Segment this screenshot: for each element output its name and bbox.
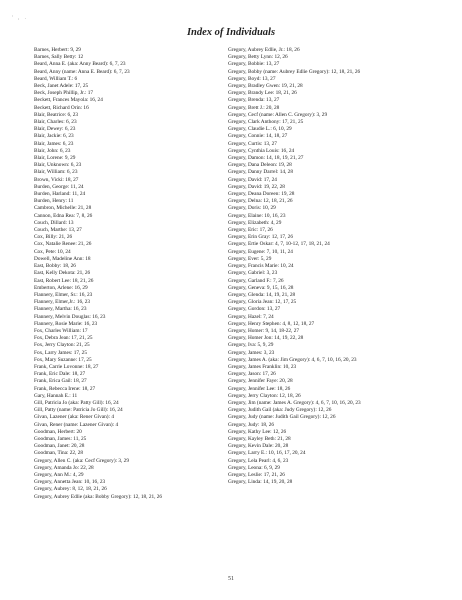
index-entry: East, Bobby: 18, 26 (34, 263, 76, 270)
index-entry: Fox, Charles William: 17 (34, 327, 88, 334)
index-entry: Gregory, Aubrey Edlie, Jr.: 18, 26 (228, 47, 300, 53)
index-entry: Gregory, James A. (aka: Jim Gregory): 4, 6, 7, 10, 16, 20, 23 (228, 356, 357, 363)
index-entry: Gregory, Aubrey: 8, 12, 18, 21, 26 (34, 486, 107, 493)
index-entry: Gregory, James Franklin: 10, 23 (228, 363, 297, 370)
index-entry: Gregory, Linda: 14, 19, 20, 28 (228, 479, 293, 486)
index-entry: Gregory, Elizabeth: 4, 29 (228, 219, 282, 226)
index-entry: Fox, Larry James: 17, 25 (34, 349, 87, 356)
index-entry: Blair, Charles: 6, 23 (34, 119, 77, 126)
index-entry: Gregory, Allen C. (aka: Cecf Gregory): 3, 29 (34, 457, 129, 464)
index-entry: Cox, Billy: 21, 26 (34, 234, 73, 241)
index-entry: Gregory, Homer Jon: 14, 19, 22, 28 (228, 335, 304, 342)
index-entry: Burden, George: 11, 24 (34, 183, 84, 190)
index-entry: Gregory, Ertie Oskar: 4, 7, 10-12, 17, 18, 21, 24 (228, 241, 330, 248)
index-entry: Gregory, Amanda Jo: 22, 28 (34, 464, 94, 471)
index-entry: Gregory, Cynthia Louis: 16, 24 (228, 147, 295, 154)
index-entry: Beard, Anna E. (aka: Anny Beard): 6, 7, 23 (34, 61, 126, 68)
index-entry: Gregory, Claudie L.: 6, 10, 29 (228, 126, 292, 133)
index-entry: Gregory, Homer: 9, 14, 18-22, 27 (228, 327, 300, 334)
index-entry: Gregory, Brett J.: 20, 28 (228, 104, 280, 111)
index-entry: Gregory, Glenda: 14, 19, 21, 28 (228, 291, 296, 298)
index-entry: Goodman, Herbert: 20 (34, 428, 82, 435)
index-entry: Gregory, Cecf (name: Allen C. Gregory): 3, 29 (228, 111, 328, 118)
index-entry: Frank, Erica Gail: 18, 27 (34, 378, 87, 385)
index-entry: Goodman, James: 11, 25 (34, 435, 87, 442)
index-entry: Givan, Rener (name: Lazener Givan): 4 (34, 421, 119, 428)
index-entry: Gregory, Brandy Lee: 18, 21, 26 (228, 90, 297, 97)
index-entry: Gregory, Lela Pearl: 4, 6, 23 (228, 457, 289, 464)
index-entry: Gary, Hannah E.: 11 (34, 392, 78, 399)
index-entry: Flannery, Martha: 16, 23 (34, 306, 87, 313)
index-entry: Gregory, David: 17, 24 (228, 176, 277, 183)
index-entry: Gregory, Doris: 10, 29 (228, 205, 276, 212)
index-entry: Flannery, Elmer, Sr.: 16, 23 (34, 291, 93, 298)
index-entry: Gregory, Damon: 14, 18, 19, 21, 27 (228, 155, 304, 162)
index-entry: Gregory, Kevin Dale: 20, 28 (228, 443, 289, 450)
index-entry: Burden, Henry: 11 (34, 198, 74, 205)
index-entry: Cox, Natalie Renee: 21, 26 (34, 241, 92, 248)
index-entry: Frank, Carrie Lovonne: 18, 27 (34, 363, 99, 370)
index-entry: Gregory, Jerry Clayton: 12, 18, 26 (228, 392, 301, 399)
index-entry: Blair, William: 6, 23 (34, 169, 78, 176)
index-entry: Blair, Jackie: 6, 23 (34, 133, 74, 140)
index-entry: Gregory, Bradley Gwen: 19, 21, 28 (228, 83, 303, 90)
index-entry: Gregory, Jason: 17, 26 (228, 371, 276, 378)
index-entry: Gregory, Leona: 6, 9, 29 (228, 464, 280, 471)
index-entry: Blair, Dewey: 6, 23 (34, 126, 76, 133)
index-entry: Gregory, Annetta Jean: 10, 16, 23 (34, 479, 106, 486)
index-entry: Gregory, Geneva: 9, 15, 16, 28 (228, 284, 294, 291)
index-entry: Beck, Janet Adele: 17, 25 (34, 83, 89, 90)
index-entry: Gregory, Deana Doreen: 19, 28 (228, 191, 295, 198)
index-entry: Gregory, Gloria Jean: 12, 17, 25 (228, 299, 297, 306)
index-entry: Gregory, Eugene: 7, 10, 11, 24 (228, 248, 293, 255)
index-entry: Gregory, Boyd: 13, 27 (228, 75, 276, 82)
index-entry: East, Kelly Dekota: 21, 26 (34, 270, 91, 277)
index-entry: Barnes, Sally Betty: 12 (34, 54, 84, 61)
index-entry: Gregory, Hazel: 7, 24 (228, 313, 274, 320)
index-entry: Fox, Jerry Clayton: 21, 25 (34, 342, 90, 349)
index-entry: Emberton, Arlene: 16, 29 (34, 284, 88, 291)
index-entry: Blair, Beatrice: 6, 23 (34, 111, 79, 118)
index-column-right (228, 47, 442, 486)
index-entry: Blair, Unknown: 6, 23 (34, 162, 82, 169)
index-entry: Flannery, Elmer,Jr.: 16, 23 (34, 299, 91, 306)
index-entry: Cannon, Edna Rea: 7, 8, 26 (34, 212, 93, 219)
index-entry: Goodman, Tina: 22, 28 (34, 450, 84, 457)
index-entry: Gregory, Erin Gray: 12, 17, 26 (228, 234, 293, 241)
index-entry: Gregory, Gabriel: 3, 23 (228, 270, 278, 277)
index-entry: Gregory, Clark Anthony: 17, 21, 25 (228, 119, 304, 126)
index-entry: Gregory, Henry Stephen: 4, 8, 12, 18, 27 (228, 320, 315, 327)
index-entry: Beckett, Frances Mayola: 16, 24 (34, 97, 103, 104)
index-entry: Gregory, Dana Deleon: 19, 28 (228, 162, 292, 169)
index-entry: Gregory, Elaine: 10, 16, 23 (228, 212, 286, 219)
index-entry: Gregory, Leslie: 17, 21, 26 (228, 471, 285, 478)
index-entry: East, Robert Lee: 18, 21, 26 (34, 277, 94, 284)
index-entry: Beard, William T.: 6 (34, 75, 78, 82)
page-marks: ' , . (12, 16, 28, 21)
index-entry: Flannery, Rosie Marie: 16, 23 (34, 320, 98, 327)
index-entry: Goodman, Janet: 20, 28 (34, 443, 85, 450)
index-entry: Couch, Marthe: 13, 27 (34, 227, 82, 234)
index-entry: Gregory, Ever: 5, 29 (228, 255, 272, 262)
index-entry: Beck, Joseph Phillip, Jr.: 17 (34, 90, 94, 97)
index-entry: Gregory, Aubrey Edlie (aka: Bobby Gregory): 12, 18, 21, 26 (34, 493, 163, 500)
index-entry: Gregory, Delna: 12, 18, 21, 26 (228, 198, 293, 205)
index-entry: Gregory, Brenda: 13, 27 (228, 97, 280, 104)
index-entry: Gregory, Kathy Lee: 12, 26 (228, 428, 287, 435)
index-entry: Dowell, Madeline Ann: 18 (34, 255, 91, 262)
index-entry: Burden, Harland: 11, 24 (34, 191, 86, 198)
page-number: 51 (228, 576, 234, 582)
index-entry: Gregory, Judy (name: Judith Gail Gregory): 12, 26 (228, 414, 336, 421)
index-entry: Gregory, Jennifer Faye: 20, 28 (228, 378, 293, 385)
index-entry: Beckett, Richard Orin: 16 (34, 104, 89, 111)
index-entry: Gregory, Garland F.: 7, 26 (228, 277, 284, 284)
index-entry: Beard, Anny (name: Anna E. Beard): 6, 7, 23 (34, 68, 130, 75)
index-entry: Gregory, Iva: 5, 9, 29 (228, 342, 274, 349)
index-entry: Blair, James: 6, 23 (34, 140, 74, 147)
index-entry: Gregory, Connie: 14, 18, 27 (228, 133, 288, 140)
index-entry: Gregory, Danny Darrel: 14, 28 (228, 169, 293, 176)
index-entry: Gill, Patricia Jo (aka: Patty Gill): 16, 24 (34, 399, 119, 406)
index-entry: Gregory, Judy: 18, 26 (228, 421, 274, 428)
page-title: Index of Individuals (186, 27, 276, 38)
index-entry: Gregory, Francis Marie: 10, 24 (228, 263, 294, 270)
index-entry: Gregory, Curtis: 13, 27 (228, 140, 277, 147)
index-entry: Gregory, Jennifer Lee: 18, 26 (228, 385, 291, 392)
index-entry: Frank, Rebecca Irene: 18, 27 (34, 385, 96, 392)
index-entry: Blair, Lorene: 9, 29 (34, 155, 76, 162)
index-column-left (34, 47, 224, 501)
index-entry: Barnes, Herbert: 9, 29 (34, 47, 81, 53)
index-entry: Flannery, Melvin Douglas: 16, 23 (34, 313, 106, 320)
index-entry: Gregory, Kayley Beth: 21, 28 (228, 435, 291, 442)
index-entry: Cambron, Michelle: 21, 28 (34, 205, 92, 212)
index-entry: Couch, Dillard: 13 (34, 219, 74, 226)
index-entry: Gregory, Bobby (name: Aubrey Edlie Gregory): 12, 18, 21, 26 (228, 68, 361, 75)
index-entry: Gregory, Betty Lynn: 12, 26 (228, 54, 288, 61)
index-entry: Gill, Patty (name: Patricia Jo Gill): 16, 24 (34, 407, 123, 414)
index-entry: Blair, John: 6, 23 (34, 147, 71, 154)
index-entry: Gregory, Jim (name: James A. Gregory): 4, 6, 7, 10, 16, 20, 23 (228, 399, 361, 406)
index-entry: Fox, Mary Suzanne: 17, 25 (34, 356, 92, 363)
index-entry: Givan, Lazener (aka: Rener Givan): 4 (34, 414, 115, 421)
index-entry: Brown, Vicki: 18, 27 (34, 176, 79, 183)
index-entry: Frank, Eric Dale: 18, 27 (34, 371, 86, 378)
index-entry: Fox, Debra Jean: 17, 21, 25 (34, 335, 93, 342)
index-entry: Gregory, Eric: 17, 26 (228, 227, 273, 234)
index-entry: Gregory, Bobbie: 13, 27 (228, 61, 280, 68)
index-entry: Gregory, James: 3, 23 (228, 349, 275, 356)
index-entry: Gregory, Larry E.: 10, 16, 17, 20, 24 (228, 450, 306, 457)
index-entry: Cox, Pete: 10, 24 (34, 248, 71, 255)
index-entry: Gregory, David: 19, 22, 28 (228, 183, 285, 190)
index-entry: Gregory, Judith Gail (aka: Judy Gregory): 12, 26 (228, 407, 332, 414)
index-entry: Gregory, Ann M.: 4, 29 (34, 471, 84, 478)
index-entry: Gregory, Gordon: 13, 27 (228, 306, 281, 313)
